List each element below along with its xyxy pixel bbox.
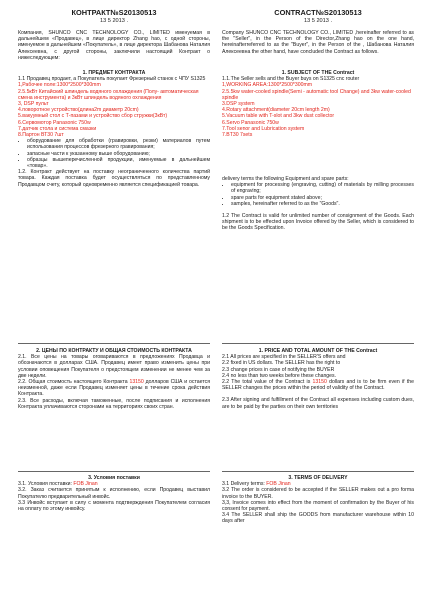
s1-item-ru-2: 2.5.5кВт Китайский шпиндель водяного охлаждения (Полу- автоматическая смена инструмента) и 3кВт шпиндель водяного охлаждения: [18, 88, 199, 101]
s1-item-ru-8: 8.Партон ВТ30 7шт: [18, 132, 64, 139]
contract-date-en: 13 5 2013 .: [304, 18, 332, 24]
s1-p2-en: 1.2 The Contract is valid for unlimited number of consignment of the Goods. Each shipment is to be effected upon Invoice offered by the Seller, which is considered to be the Goods Specification.: [222, 213, 414, 232]
contract-title-ru: КОНТРАКТ№S20130513: [71, 8, 157, 17]
s1-p1-en: 1.1.The Seller sells and the Buyer buys on S1325 cnc router: [222, 76, 360, 83]
s1-item-en-3: 3.DSP system: [222, 101, 255, 108]
s1-item-ru-3: 3, DSP пульт: [18, 101, 49, 108]
s2-p5b-en: dollars and is to be firm even if the SELLER changes the prices within the period of validity of the Contract.: [222, 379, 414, 392]
s3-p3-ru: 3.3 Инвойс вступает в силу с момента подтверждения Покупателем согласия на оплату по этому инвойсу.: [18, 499, 210, 513]
s1-item-en-5: 5.Vacuum table with T-slot and 3kw dust collector: [222, 113, 335, 120]
divider-en-2: [222, 471, 414, 472]
s3-p1a-en: 3.1 Delivery terms:: [222, 481, 267, 488]
divider-ru-1: [18, 343, 210, 344]
s1-item-en-1: 1,WORKING AREA:1300*2500*300mm: [222, 82, 313, 89]
s2-p1-en: 2.1 All prices are specified in the SELLER'S offers and: [222, 354, 346, 361]
intro-ru: Компания, SHUNCO CNC TECHNOLOGY CO., LIMITED именуемая в дальнейшем «Продавец», в лице директор Zhang hao, с одной стороны, именуемое в дальнейшем «Покупатель», в лице директора Шабанова Наталия Алексеевна, с другой стороны, заключили настоящий Контракт о нижеследующем:: [18, 30, 210, 61]
s1-p2-ru: 1.2. Контракт действует на поставку неограниченного количества партий товара. Каждая поставка будет осуществляться по представленному Продавцом счету, который одновременно является спецификацией товара.: [18, 169, 210, 188]
s2-p6-en: 2.3 After signing and fulfillment of the Contract all expenses including custom dues, are to be paid by the parties on their own territories: [222, 397, 414, 410]
s2-p5-en: [222, 379, 414, 391]
s1-bullet-en-1: • equipment for processing (engraving, cutting) of materials by milling processes of engraving;: [231, 182, 414, 194]
s2-p1-ru: 2.1. Все цены на товары оговариваются в предложениях Продавца и обозначаются в долларах США. Продавец имеет право изменить цены при условии оповещения Покупателя о предстоящем изменении не менее чем за две недели.: [18, 354, 210, 379]
s1-item-en-2: 2.5.5kw water-cooled spindle(Semi - automatic tool Change) and 3kw water-cooled spindle: [222, 88, 411, 101]
s1-bullet-ru-2: • запасные части к указанному выше оборудованию;: [27, 151, 210, 157]
s1-item-ru-6: 6.Сервомотор Panasonic 750w: [18, 119, 91, 126]
s2-p3-en: 2.3 change prices in case of notifying the BUYER: [222, 366, 335, 373]
s2-p2-ru: [18, 379, 210, 398]
section3-title-ru: 3. Условия поставки: [88, 475, 140, 481]
s1-bullet-en-2: • spare parts for equipment stated above;: [231, 195, 414, 201]
s1-item-ru-5: 5.вакуумный стол с Т-пазами и устройство сбор стружки(3кВт): [18, 113, 168, 120]
s1-item-ru-4: 4.поворотное устройство(длина2m диаметр 20cm): [18, 107, 139, 114]
s2-p2b-ru: долларов США и остается неизменной, даже если Продавец изменяет цены в течение срока действия Контракта.: [18, 379, 210, 398]
section1-title-en: 1. SUBJECT OF THE Contract: [281, 70, 355, 76]
s3-p2-ru: 3.2. Заказ считается принятым к исполнению, если Продавец выставил Покупателю предварительный инвойс.: [18, 487, 210, 500]
s2-p3-ru: 2.3. Все расходы, включая таможенные, после подписания и исполнения Контракта уплачиваются сторонами на территориях своих стран.: [18, 397, 210, 410]
divider-ru-2: [18, 471, 210, 472]
s1-item-en-6: 6.Servo Panasonic 750w: [222, 119, 279, 126]
intro-en: Company SHUNCO CNC TECHNOLOGY CO., LIMITED ,hereinafter referred to as the "Seller", in the Person of the Director,Zhang hao on the one hand, hereinafterreferred to as the "Buyer", in the Person of the , Шабанова Наталия Алексеевна the other hand, have concluded the Contract as follows.: [222, 30, 414, 55]
s3-p1a-ru: 3.1. Условия поставки:: [18, 481, 72, 488]
s1-item-ru-7: 7.датчик стола и система смазки: [18, 125, 97, 132]
s1-item-en-7: 7.Tool senor and Lubrication system: [222, 125, 305, 132]
contract-date-ru: 13 5 2013 .: [100, 18, 128, 24]
s1-bullet-ru-1: • оборудование для обработки (гравировки, резки) материалов путем использования процессов фрезерного гравирования;: [27, 138, 210, 150]
section1-title-ru: 1. ПРЕДМЕТ КОНТРАКТА: [82, 70, 146, 76]
s2-p2a-ru: 2.2. Общая стоимость настоящего Контракта: [18, 379, 130, 386]
contract-title-en: CONTRACT№S20130513: [274, 8, 362, 17]
s3-p3-en: 3,3, Invoice comes into effect from the moment of confirmation by the Buyer of his consent for payment.: [222, 499, 414, 513]
section2-title-en: 1. PRICE AND TOTAL AMOUNT OF THE Contract: [258, 348, 378, 354]
s1-p1-ru: 1.1 Продавец продает, а Покупатель покупает Фрезерный станок с ЧПУ S1325: [18, 76, 206, 83]
s2-p5a-en: 2.2 The total value of the Contract is: [222, 379, 313, 386]
s1-item-en-4: 4.Rotary attachment(diameter 20cm length 2m): [222, 107, 330, 114]
delivery-terms-en: FOB Jinan: [266, 481, 291, 488]
s1-item-ru-1: 1,Рабочее поле:1300*2500*300mm: [18, 82, 101, 89]
s3-p2-en: 3.2 The order is considered to be accepted if the SELLER makes out a pro forma invoice to the BUYER.: [222, 487, 414, 500]
s1-item-en-8: 7.BT30 7sets: [222, 132, 253, 139]
contract-amount-ru: 13150: [129, 379, 144, 386]
s1-lead-en: delivery terms the following Equipment and spare parts:: [222, 176, 349, 182]
divider-en-1: [222, 343, 414, 344]
section2-title-ru: 2. ЦЕНЫ ПО КОНТРАКТУ И ОБЩАЯ СТОИМОСТЬ КОНТРАКТА: [36, 348, 192, 354]
section3-title-en: 3. TERMS OF DELIVERY: [288, 475, 348, 481]
s1-bullet-ru-3: • образцы вышеперечисленной продукции, именуемые в дальнейшем «товар».: [27, 157, 210, 169]
s3-p4-en: 3.4 The SELLER shall ship the GOODS from manufacturer warehouse within 10 days after: [222, 512, 414, 525]
s1-bullet-en-3: • samples, hereinafter referred to as the "Goods".: [231, 201, 414, 207]
s2-p2-en: 2.2 fixed in US dollars. The SELLER has the right to: [222, 360, 341, 367]
delivery-terms-ru: FOB Jinan: [73, 481, 98, 488]
s2-p4-en: 2.4 no less than two weeks before these changes.: [222, 372, 337, 379]
contract-amount-en: 13150: [312, 379, 327, 386]
